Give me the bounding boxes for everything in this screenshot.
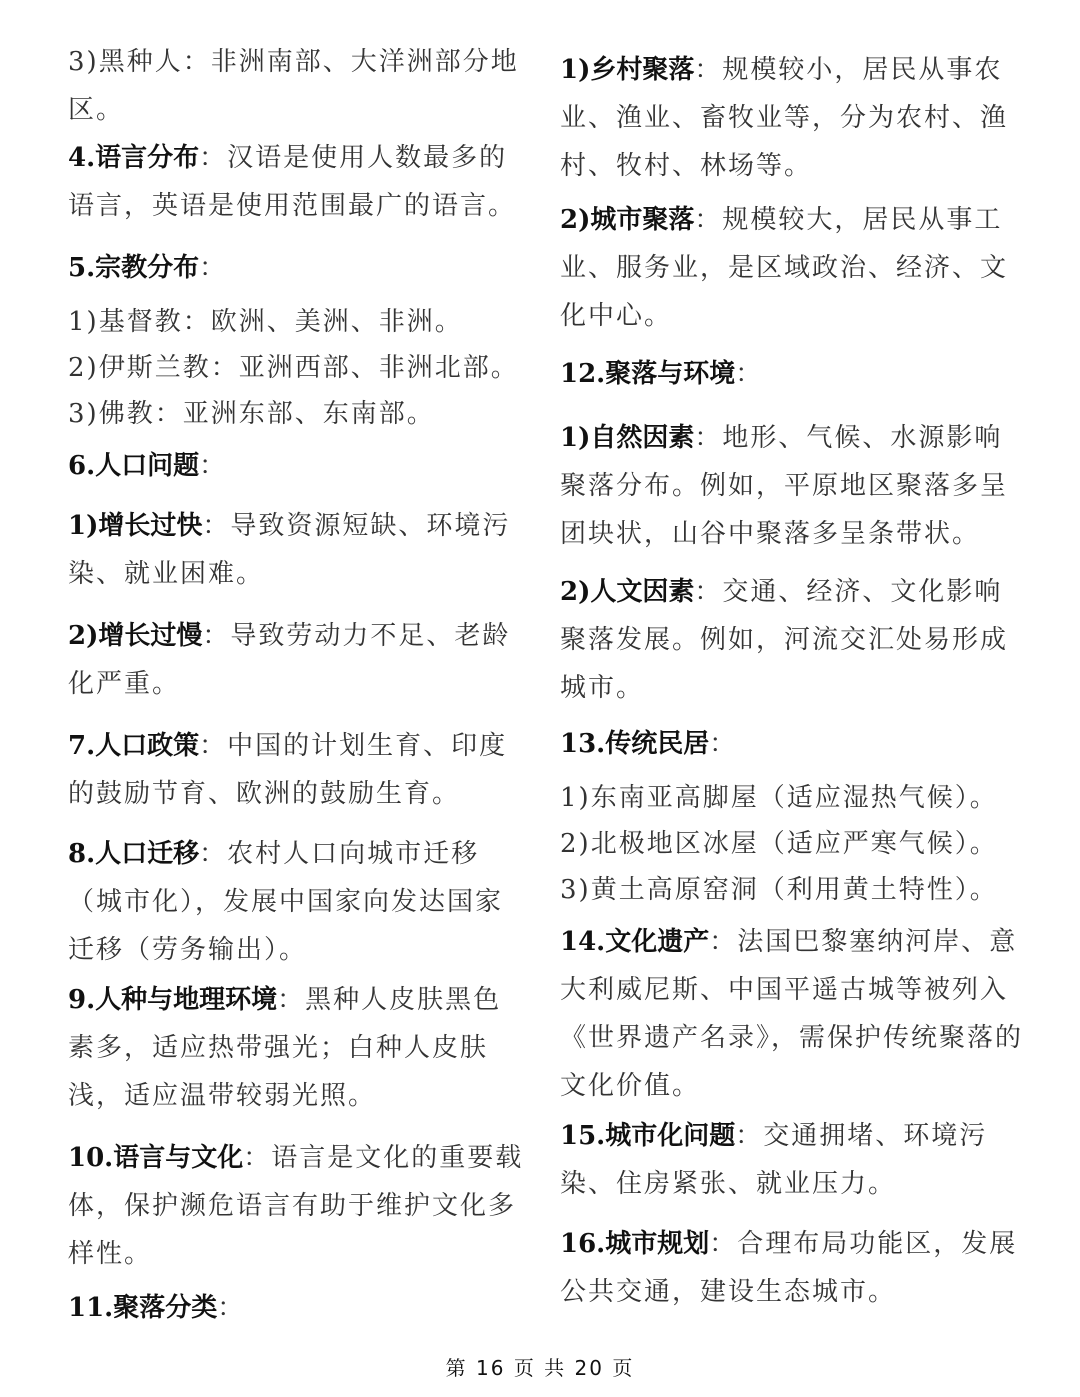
left-paragraph	[68, 392, 528, 437]
item-text: ：法国巴黎塞纳河岸、意大利威尼斯、中国平遥古城等被列入《世界遗产名录》，需保护传统聚落的文化价值。	[560, 927, 1024, 1101]
item-number: 2)	[560, 577, 591, 607]
left-paragraph	[68, 1284, 528, 1332]
right-paragraph	[560, 720, 1030, 768]
item-term: 宗教分布	[95, 253, 200, 283]
item-number: 3)	[68, 399, 99, 429]
left-paragraph	[68, 830, 528, 974]
right-paragraph	[560, 776, 1030, 821]
item-number: 14.	[560, 927, 606, 957]
item-text: 伊斯兰教：亚洲西部、非洲北部。	[98, 353, 519, 383]
right-paragraph	[560, 414, 1030, 558]
item-text: ：	[199, 451, 228, 481]
item-text: ：语言是文化的重要载体，保护濒危语言有助于维护文化多样性。	[68, 1143, 524, 1269]
item-number: 3)	[68, 47, 99, 77]
right-paragraph	[560, 868, 1030, 913]
item-term: 文化遗产	[605, 927, 710, 957]
left-paragraph	[68, 38, 528, 134]
left-paragraph	[68, 134, 528, 230]
item-text: ：	[199, 253, 228, 283]
item-text: ：交通、经济、文化影响聚落发展。例如，河流交汇处易形成城市。	[560, 577, 1009, 703]
item-term: 乡村聚落	[590, 55, 695, 85]
item-text: ：农村人口向城市迁移（城市化），发展中国家向发达国家迁移（劳务输出）。	[68, 839, 504, 965]
item-number: 2)	[560, 205, 591, 235]
item-term: 增长过慢	[98, 621, 203, 651]
item-number: 2)	[68, 353, 99, 383]
item-text: 佛教：亚洲东部、东南部。	[98, 399, 435, 429]
item-text: ：	[217, 1293, 246, 1323]
item-number: 5.	[68, 253, 96, 283]
item-number: 2)	[68, 621, 99, 651]
right-paragraph	[560, 822, 1030, 867]
item-number: 1)	[68, 307, 99, 337]
left-paragraph	[68, 722, 528, 818]
item-number: 1)	[560, 55, 591, 85]
item-number: 15.	[560, 1121, 606, 1151]
item-term: 自然因素	[590, 423, 695, 453]
left-paragraph	[68, 346, 528, 391]
item-text: ：导致资源短缺、环境污染、就业困难。	[68, 511, 511, 589]
item-text: ：导致劳动力不足、老龄化严重。	[68, 621, 511, 699]
item-term: 语言与文化	[113, 1143, 244, 1173]
item-number: 11.	[68, 1293, 114, 1323]
left-paragraph	[68, 976, 528, 1120]
left-paragraph	[68, 244, 528, 292]
item-number: 10.	[68, 1143, 114, 1173]
item-text: ：	[709, 729, 738, 759]
item-text: ：黑种人皮肤黑色素多，适应热带强光；白种人皮肤浅，适应温带较弱光照。	[68, 985, 502, 1111]
left-paragraph	[68, 442, 528, 490]
item-number: 13.	[560, 729, 606, 759]
right-paragraph	[560, 196, 1030, 340]
item-term: 增长过快	[98, 511, 203, 541]
left-paragraph	[68, 502, 528, 598]
item-term: 人口问题	[95, 451, 200, 481]
right-paragraph	[560, 568, 1030, 712]
item-text: ：汉语是使用人数最多的语言，英语是使用范围最广的语言。	[68, 143, 517, 221]
item-number: 12.	[560, 359, 606, 389]
left-paragraph	[68, 300, 528, 345]
item-term: 城市聚落	[590, 205, 695, 235]
right-paragraph	[560, 350, 1030, 398]
item-number: 8.	[68, 839, 96, 869]
right-paragraph	[560, 1112, 1030, 1208]
right-paragraph	[560, 918, 1030, 1110]
left-paragraph	[68, 612, 528, 708]
item-number: 7.	[68, 731, 96, 761]
item-text: ：规模较大，居民从事工业、服务业，是区域政治、经济、文化中心。	[560, 205, 1009, 331]
item-text: ：中国的计划生育、印度的鼓励节育、欧洲的鼓励生育。	[68, 731, 508, 809]
item-number: 1)	[560, 783, 591, 813]
item-number: 16.	[560, 1229, 606, 1259]
item-number: 1)	[560, 423, 591, 453]
item-number: 2)	[560, 829, 591, 859]
item-number: 4.	[68, 143, 96, 173]
item-text: ：	[735, 359, 764, 389]
item-number: 9.	[68, 985, 96, 1015]
item-term: 聚落分类	[113, 1293, 218, 1323]
item-text: ：地形、气候、水源影响聚落分布。例如，平原地区聚落多呈团块状，山谷中聚落多呈条带状。	[560, 423, 1009, 549]
item-text: 东南亚高脚屋（适应湿热气候）。	[590, 783, 998, 813]
item-number: 6.	[68, 451, 96, 481]
item-text: 北极地区冰屋（适应严寒气候）。	[590, 829, 998, 859]
page-footer: 第 16 页 共 20 页	[445, 1356, 635, 1380]
left-paragraph	[68, 1134, 528, 1278]
item-text: 黄土高原窑洞（利用黄土特性）。	[590, 875, 998, 905]
item-term: 人口政策	[95, 731, 200, 761]
item-text: 基督教：欧洲、美洲、非洲。	[98, 307, 463, 337]
item-term: 城市规划	[605, 1229, 710, 1259]
item-term: 传统民居	[605, 729, 710, 759]
item-number: 1)	[68, 511, 99, 541]
item-term: 语言分布	[95, 143, 200, 173]
item-term: 人种与地理环境	[95, 985, 278, 1015]
item-text: ：规模较小，居民从事农业、渔业、畜牧业等，分为农村、渔村、牧村、林场等。	[560, 55, 1009, 181]
item-term: 人文因素	[590, 577, 695, 607]
right-paragraph	[560, 1220, 1030, 1316]
item-text: ：合理布局功能区，发展公共交通，建设生态城市。	[560, 1229, 1018, 1307]
right-paragraph	[560, 46, 1030, 190]
item-text: 黑种人：非洲南部、大洋洲部分地区。	[68, 47, 519, 125]
item-number: 3)	[560, 875, 591, 905]
item-text: ：交通拥堵、环境污染、住房紧张、就业压力。	[560, 1121, 988, 1199]
item-term: 城市化问题	[605, 1121, 736, 1151]
item-term: 人口迁移	[95, 839, 200, 869]
item-term: 聚落与环境	[605, 359, 736, 389]
